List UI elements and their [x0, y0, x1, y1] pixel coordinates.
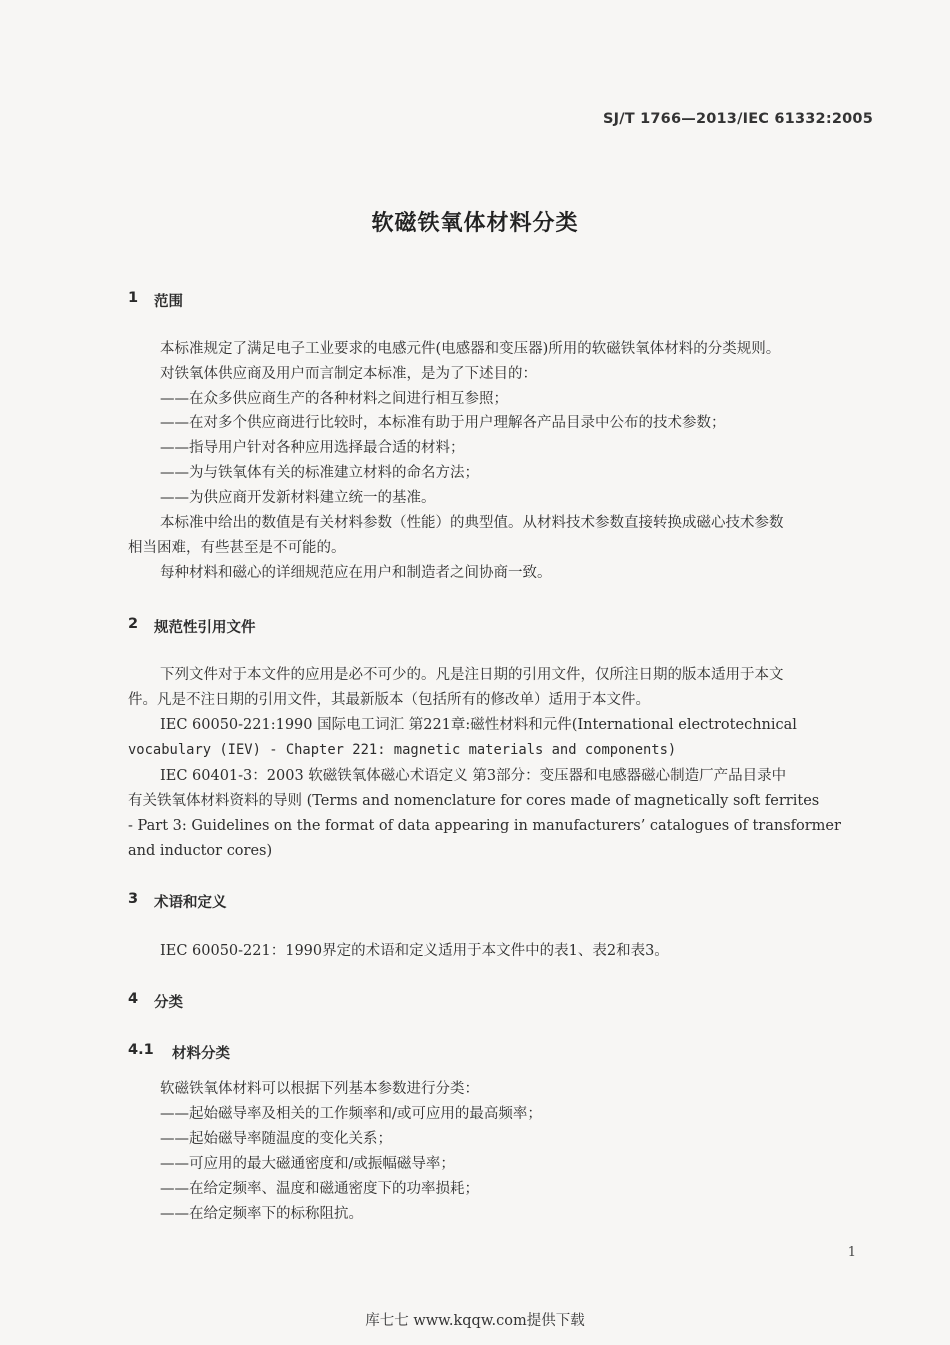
paragraph-line: 件。凡是不注日期的引用文件，其最新版本（包括所有的修改单）适用于本文件。	[128, 692, 650, 708]
section-title: 术语和定义	[154, 895, 227, 911]
paragraph-line: 本标准规定了满足电子工业要求的电感元件(电感器和变压器)所用的软磁铁氧体材料的分类规则。	[160, 341, 781, 357]
section-title: 分类	[154, 995, 183, 1011]
reference-line: and inductor cores)	[128, 843, 273, 859]
section-3-heading	[128, 891, 227, 912]
section-number: 4.1	[128, 1042, 154, 1058]
reference-line: vocabulary (IEV) - Chapter 221: magnetic materials and components)	[128, 742, 677, 758]
paragraph-line: 下列文件对于本文件的应用是必不可少的。凡是注日期的引用文件，仅所注日期的版本适用于本文	[160, 667, 784, 683]
reference-line: IEC 60050-221:1990 国际电工词汇 第221章:磁性材料和元件(International electrotechnical	[160, 717, 797, 733]
section-number: 4	[128, 991, 139, 1007]
reference-line: 有关铁氧体材料资料的导则 (Terms and nomenclature for cores made of magnetically soft ferrites	[128, 793, 820, 809]
paragraph-line: 本标准中给出的数值是有关材料参数（性能）的典型值。从材料技术参数直接转换成磁心技术参数	[160, 515, 784, 531]
section-title: 材料分类	[172, 1046, 230, 1062]
list-item: ——在众多供应商生产的各种材料之间进行相互参照；	[160, 391, 508, 407]
list-item: ——起始磁导率及相关的工作频率和/或可应用的最高频率；	[160, 1106, 542, 1122]
standard-code: SJ/T 1766—2013/IEC 61332:2005	[603, 111, 873, 127]
section-title: 规范性引用文件	[154, 620, 256, 636]
list-item: ——可应用的最大磁通密度和/或振幅磁导率；	[160, 1156, 455, 1172]
reference-line: - Part 3: Guidelines on the format of data appearing in manufacturers’ catalogues of transformer	[128, 818, 841, 834]
page-number: 1	[847, 1245, 856, 1260]
section-4-1-heading	[128, 1042, 230, 1063]
list-item: ——在给定频率、温度和磁通密度下的功率损耗；	[160, 1181, 479, 1197]
list-item: ——在给定频率下的标称阻抗。	[160, 1206, 363, 1222]
download-footer: 库七七 www.kqqw.com提供下载	[365, 1313, 585, 1329]
section-number: 3	[128, 891, 139, 907]
section-4-heading	[128, 991, 183, 1012]
section-number: 2	[128, 616, 139, 632]
section-2-heading	[128, 616, 256, 637]
list-item: ——为与铁氧体有关的标准建立材料的命名方法；	[160, 465, 479, 481]
section-1-heading	[128, 290, 183, 311]
list-item: ——在对多个供应商进行比较时，本标准有助于用户理解各产品目录中公布的技术参数；	[160, 415, 726, 431]
list-item: ——指导用户针对各种应用选择最合适的材料；	[160, 440, 465, 456]
paragraph-line: 对铁氧体供应商及用户而言制定本标准，是为了下述目的：	[160, 366, 537, 382]
reference-line: IEC 60401-3：2003 软磁铁氧体磁心术语定义 第3部分：变压器和电感器磁心制造厂产品目录中	[160, 768, 787, 784]
section-number: 1	[128, 290, 139, 306]
paragraph-line: 软磁铁氧体材料可以根据下列基本参数进行分类：	[160, 1081, 479, 1097]
list-item: ——起始磁导率随温度的变化关系；	[160, 1131, 392, 1147]
section-title: 范围	[154, 294, 183, 310]
paragraph-line: IEC 60050-221：1990界定的术语和定义适用于本文件中的表1、表2和表3。	[160, 943, 669, 959]
paragraph-line: 每种材料和磁心的详细规范应在用户和制造者之间协商一致。	[160, 565, 552, 581]
document-title: 软磁铁氧体材料分类	[371, 211, 579, 236]
paragraph-line: 相当困难，有些甚至是不可能的。	[128, 540, 346, 556]
list-item: ——为供应商开发新材料建立统一的基准。	[160, 490, 436, 506]
